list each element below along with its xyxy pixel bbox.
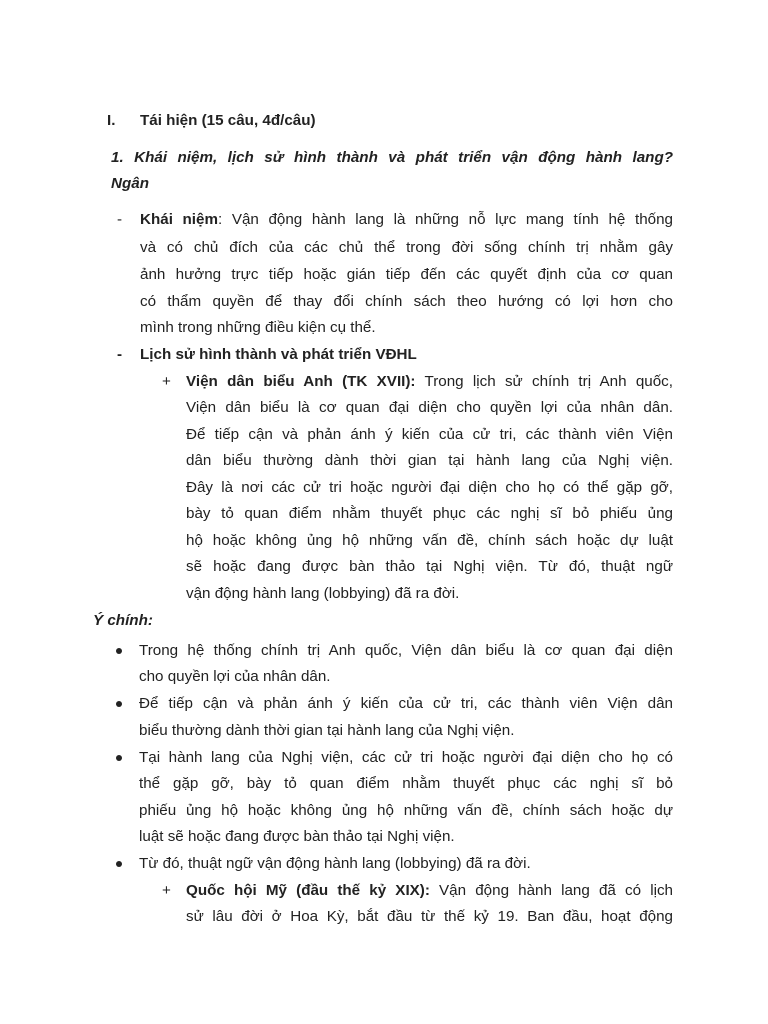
concept-line-3: ảnh hưởng trực tiếp hoặc gián tiếp đến các quyết định của cơ quan xyxy=(140,266,673,283)
bullet-dot-icon xyxy=(116,861,122,867)
bullet-dot-icon xyxy=(116,701,122,707)
concept-text-1: : Vận động hành lang là những nỗ lực mang tính hệ thống xyxy=(217,211,673,228)
uk-line-3: Để tiếp cận và phản ánh ý kiến của cử tri, các thành viên Viện xyxy=(186,426,673,443)
uk-line-5: Đây là nơi các cử tri hoặc người đại diện cho họ có thể gặp gỡ, xyxy=(186,479,673,496)
history-heading: Lịch sử hình thành và phát triển VĐHL xyxy=(140,346,417,363)
main-point-3-line-2: thể gặp gỡ, bày tỏ quan điểm nhằm thuyết phục các nghị sĩ bỏ xyxy=(139,775,673,792)
bullet-dot-icon xyxy=(116,648,122,654)
main-point-3-line-4: luật sẽ hoặc đang được bàn thảo tại Nghị viện. xyxy=(139,828,455,845)
main-points-heading: Ý chính: xyxy=(93,612,153,629)
us-text-1: Vận động hành lang đã có lịch xyxy=(429,882,673,899)
uk-line-1 xyxy=(186,372,673,392)
uk-line-9: vận động hành lang (lobbying) đã ra đời. xyxy=(186,585,460,602)
main-point-4-line-1: Từ đó, thuật ngữ vận động hành lang (lobbying) đã ra đời. xyxy=(139,855,531,872)
concept-line-2: và có chủ đích của các chủ thể trong đời sống chính trị nhằm gây xyxy=(140,239,673,256)
concept-label: Khái niệm xyxy=(140,211,218,228)
uk-label: Viện dân biểu Anh (TK XVII): xyxy=(186,373,416,390)
main-point-2-line-2: biểu thường dành thời gian tại hành lang của Nghị viện. xyxy=(139,722,515,739)
uk-text-1: Trong lịch sử chính trị Anh quốc, xyxy=(415,373,673,390)
dash-marker: - xyxy=(117,346,123,363)
question-title-line-1: 1. Khái niệm, lịch sử hình thành và phát triển vận động hành lang? xyxy=(111,149,673,166)
uk-line-2: Viện dân biểu là cơ quan đại diện cho quyền lợi của nhân dân. xyxy=(186,399,673,416)
concept-line-4: có thẩm quyền để thay đổi chính sách theo hướng có lợi hơn cho xyxy=(140,293,673,310)
uk-line-8: sẽ hoặc đang được bàn thảo tại Nghị viện. Từ đó, thuật ngữ xyxy=(186,558,673,575)
concept-line-5: mình trong những điều kiện cụ thể. xyxy=(140,319,376,336)
uk-line-4: dân biểu thường dành thời gian tại hành lang của Nghị viện. xyxy=(186,452,673,469)
dash-marker: - xyxy=(117,211,123,228)
concept-line-1 xyxy=(140,210,673,230)
us-label: Quốc hội Mỹ (đầu thế kỷ XIX): xyxy=(186,882,430,899)
main-point-3-line-1: Tại hành lang của Nghị viện, các cử tri hoặc người đại diện cho họ có xyxy=(139,749,673,766)
main-point-1-line-1: Trong hệ thống chính trị Anh quốc, Viện dân biểu là cơ quan đại diện xyxy=(139,642,673,659)
plus-marker: + xyxy=(162,882,171,899)
us-line-1 xyxy=(186,881,673,901)
plus-marker: + xyxy=(162,373,171,390)
main-point-3-line-3: phiếu ủng hộ hoặc không ủng hộ những vấn đề, chính sách hoặc dự xyxy=(139,802,673,819)
main-point-2-line-1: Để tiếp cận và phản ánh ý kiến của cử tri, các thành viên Viện dân xyxy=(139,695,673,712)
uk-line-7: hộ hoặc không ủng hộ những vấn đề, chính sách hoặc dự luật xyxy=(186,532,673,549)
question-title-line-2: Ngân xyxy=(111,175,149,192)
us-line-2: sử lâu đời ở Hoa Kỳ, bắt đầu từ thế kỷ 19. Ban đầu, hoạt động xyxy=(186,908,673,925)
section-roman-numeral: I. xyxy=(107,112,116,129)
main-point-1-line-2: cho quyền lợi của nhân dân. xyxy=(139,668,331,685)
uk-line-6: bày tỏ quan điểm nhằm thuyết phục các nghị sĩ bỏ phiếu ủng xyxy=(186,505,673,522)
bullet-dot-icon xyxy=(116,755,122,761)
section-title: Tái hiện (15 câu, 4đ/câu) xyxy=(140,112,316,129)
